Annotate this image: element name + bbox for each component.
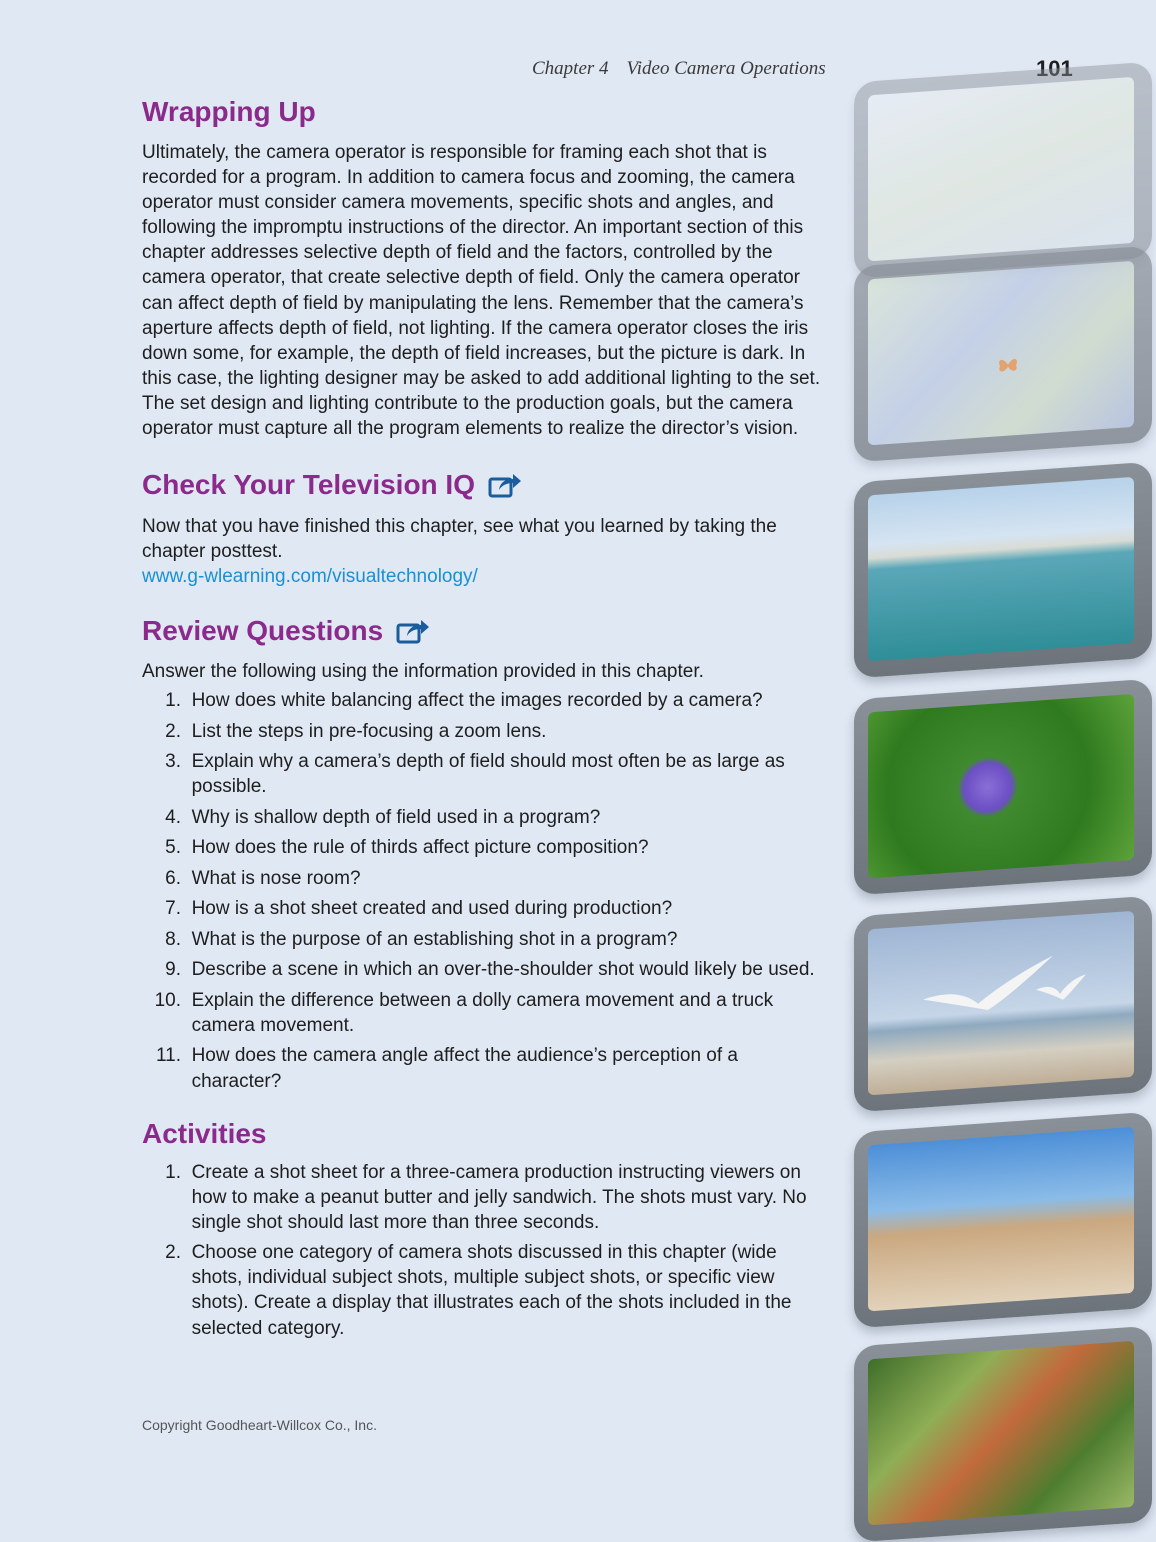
check-iq-section: [142, 465, 832, 589]
photo-strip: [848, 86, 1156, 1479]
chapter-label: Chapter 4: [532, 58, 609, 79]
ancient-ruins-photo: [868, 1127, 1134, 1312]
activity-text: Choose one category of camera shots discussed in this chapter (wide shots, individual subject shots, multiple subject shots, or specific view shots). Create a display that illustrates each of the shots included in the selected category.: [191, 1242, 792, 1339]
activity-item: [142, 1240, 832, 1340]
review-question-text: Explain why a camera’s depth of field should most often be as large as possible.: [191, 751, 785, 798]
review-question-number: 11.: [155, 1045, 181, 1067]
review-question-number: 2.: [165, 720, 181, 742]
review-question-item: [142, 805, 832, 830]
copyright: Copyright Goodheart-Willcox Co., Inc.: [142, 1417, 377, 1433]
review-intro: Answer the following using the information provided in this chapter.: [142, 661, 704, 683]
activity-number: 2.: [165, 1242, 181, 1264]
photo-frame: [854, 896, 1152, 1113]
seagulls-photo: [868, 911, 1134, 1096]
share-arrow-icon[interactable]: [487, 470, 523, 500]
morning-glory-photo: [868, 694, 1134, 879]
review-question-item: [142, 1043, 832, 1093]
wrapping-up-section: [142, 92, 832, 441]
photo-frame: [854, 62, 1152, 279]
review-question-item: [142, 927, 832, 952]
check-iq-body: Now that you have finished this chapter, see what you learned by taking the chapter posttest.: [142, 516, 777, 563]
review-question-text: How does the camera angle affect the audience’s perception of a character?: [191, 1045, 738, 1092]
photo-frame: [854, 1326, 1152, 1542]
review-question-number: 6.: [165, 867, 181, 889]
wrapping-up-heading: [142, 92, 832, 132]
check-iq-heading: [142, 465, 832, 505]
review-question-number: 5.: [165, 837, 181, 859]
review-question-text: Why is shallow depth of field used in a program?: [191, 806, 601, 828]
dandelion-photo: [868, 77, 1134, 262]
review-questions-list: [142, 688, 832, 1093]
review-question-text: How does white balancing affect the images recorded by a camera?: [191, 690, 763, 712]
activities-heading: [142, 1114, 832, 1154]
photo-frame: [854, 679, 1152, 896]
review-question-item: [142, 749, 832, 799]
review-questions-section: [142, 611, 832, 1093]
review-question-text: How is a shot sheet created and used during production?: [191, 898, 673, 920]
lavender-butterfly-photo: [868, 261, 1134, 446]
review-question-item: [142, 896, 832, 921]
review-question-item: [142, 688, 832, 713]
review-question-text: How does the rule of thirds affect picture composition?: [191, 837, 649, 859]
review-question-number: 8.: [165, 928, 181, 950]
share-arrow-icon[interactable]: [395, 616, 431, 646]
wrapping-up-heading-text: Wrapping Up: [142, 96, 316, 127]
review-question-item: [142, 957, 832, 982]
activities-section: [142, 1114, 832, 1341]
activities-heading-text: Activities: [142, 1117, 267, 1149]
check-iq-heading-text: Check Your Television IQ: [142, 469, 475, 501]
review-question-text: Describe a scene in which an over-the-shoulder shot would likely be used.: [191, 959, 815, 981]
activity-text: Create a shot sheet for a three-camera production instructing viewers on how to make a peanut butter and jelly sandwich. The shots must vary. No single shot should last more than three seconds.: [191, 1161, 807, 1233]
review-question-item: [142, 866, 832, 891]
review-question-text: List the steps in pre-focusing a zoom lens.: [191, 720, 547, 742]
review-heading-text: Review Questions: [142, 615, 384, 647]
photo-frame: [854, 1112, 1152, 1329]
review-question-number: 9.: [165, 959, 181, 981]
review-question-number: 7.: [165, 898, 181, 920]
review-question-item: [142, 719, 832, 744]
harbor-town-photo: [868, 477, 1134, 662]
review-heading: [142, 611, 832, 651]
activities-list: [142, 1160, 832, 1341]
review-question-item: [142, 988, 832, 1038]
review-question-number: 3.: [165, 751, 181, 773]
activity-item: [142, 1160, 832, 1235]
review-question-text: Explain the difference between a dolly camera movement and a truck camera movement.: [191, 989, 774, 1036]
wrapping-up-body: Ultimately, the camera operator is responsible for framing each shot that is recorded for a program. In addition to camera focus and zooming, the camera operator must consider camera movements, specific shots and angles, and following the impromptu instructions of the director. An important section of this chapter addresses selective depth of field and the factors, controlled by the camera operator, that create selective depth of field. Only the camera operator can affect depth of field by manipulating the lens. Remember that the camera’s aperture affects depth of field, not lighting. If the camera operator closes the iris down some, for example, the depth of field increases, but the picture is dark. In this case, the lighting designer may be asked to add additional lighting to the set. The set design and lighting contribute to the production goals, but the camera operator must capture all the program elements to realize the director’s vision.: [142, 142, 821, 440]
review-question-number: 4.: [165, 806, 181, 828]
leaves-photo: [868, 1341, 1134, 1526]
photo-frame: [854, 246, 1152, 463]
chapter-title: Video Camera Operations: [626, 58, 826, 79]
photo-frame: [854, 462, 1152, 679]
page-number: 101: [1036, 56, 1073, 81]
review-question-number: 10.: [154, 989, 181, 1011]
posttest-link[interactable]: www.g-wlearning.com/visualtechnology/: [142, 566, 478, 588]
review-question-text: What is nose room?: [191, 867, 361, 889]
activity-number: 1.: [165, 1161, 181, 1183]
review-question-item: [142, 835, 832, 860]
review-question-number: 1.: [165, 690, 181, 712]
review-question-text: What is the purpose of an establishing shot in a program?: [191, 928, 678, 950]
running-head: [532, 58, 826, 80]
main-content: [142, 92, 832, 1346]
